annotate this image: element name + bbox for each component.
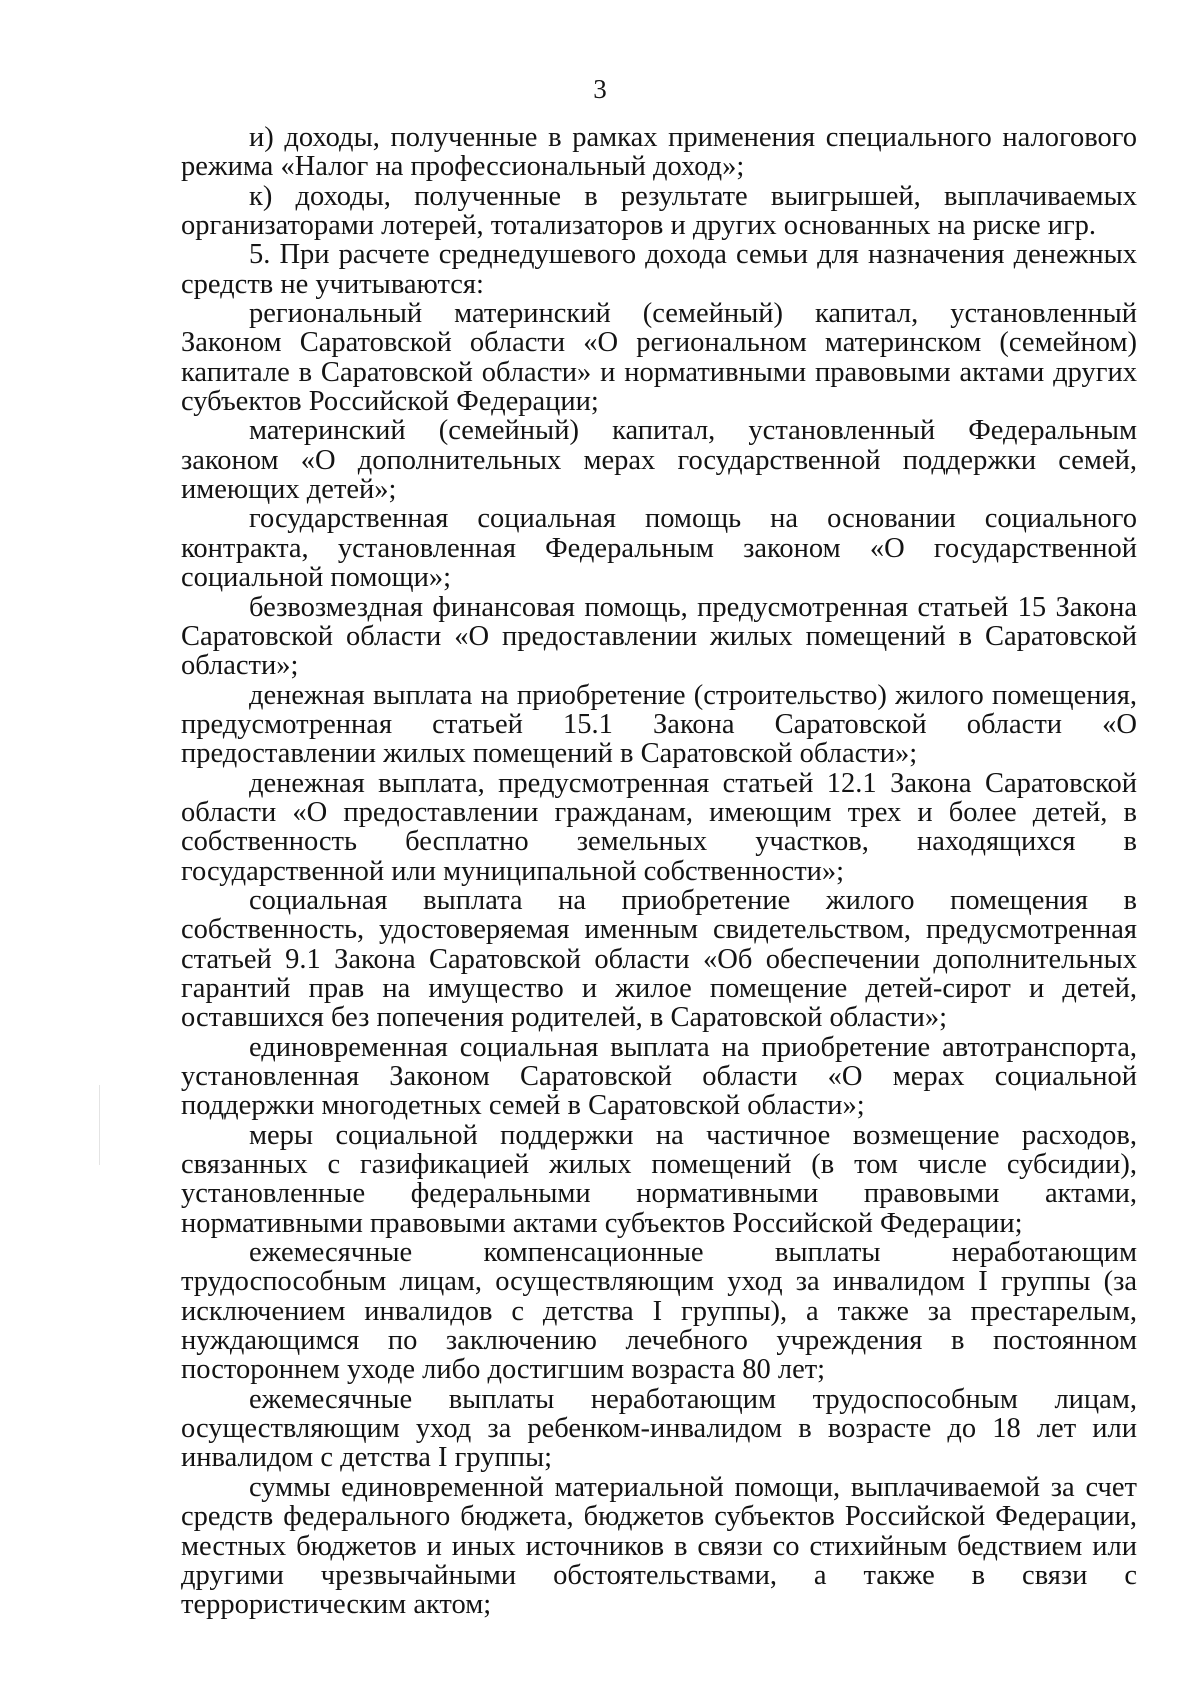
paragraph-item-i: и) доходы, полученные в рамках применения специального налогового режима «Налог на профессиональный доход»; xyxy=(181,122,1137,183)
paragraph-regional-maternity-capital: региональный материнский (семейный) капитал, установленный Законом Саратовской области «О региональном материнском (семейном) капитале в Саратовской области» и нормативными правовыми актами других субъектов Российской Федерации; xyxy=(181,298,1137,418)
scan-artifact-line xyxy=(99,1085,100,1165)
paragraph-maternity-capital: материнский (семейный) капитал, установленный Федеральным законом «О дополнительных мерах государственной поддержки семей, имеющих детей»; xyxy=(181,415,1137,506)
paragraph-emergency-aid: суммы единовременной материальной помощи, выплачиваемой за счет средств федерального бюджета, бюджетов субъектов Российской Федерации, местных бюджетов и иных источников в связи со стихийным бедствием или другими чрезвычайными обстоятельствами, а также в связи с террористическим актом; xyxy=(181,1471,1137,1621)
paragraph-vehicle-payment: единовременная социальная выплата на приобретение автотранспорта, установленная Законом Саратовской области «О мерах социальной поддержки многодетных семей в Саратовской области»; xyxy=(181,1031,1137,1122)
paragraph-section-5: 5. При расчете среднедушевого дохода семьи для назначения денежных средств не учитываются: xyxy=(181,239,1137,300)
page-number: 3 xyxy=(593,74,607,104)
paragraph-financial-aid: безвозмездная финансовая помощь, предусмотренная статьей 15 Закона Саратовской области «О предоставлении жилых помещений в Саратовской области»; xyxy=(181,591,1137,682)
paragraph-item-k: к) доходы, полученные в результате выигрышей, выплачиваемых организаторами лотерей, тотализаторов и других основанных на риске игр. xyxy=(181,180,1137,242)
paragraph-child-care-payment: ежемесячные выплаты неработающим трудоспособным лицам, осуществляющим уход за ребенком-инвалидом в возрасте до 18 лет или инвалидом с детства I группы; xyxy=(181,1383,1137,1474)
paragraph-orphan-housing-payment: социальная выплата на приобретение жилого помещения в собственность, удостоверяемая именным свидетельством, предусмотренная статьей 9.1 Закона Саратовской области «Об обеспечении дополнительных гарантий прав на имущество и жилое помещение детей-сирот и детей, оставшихся без попечения родителей, в Саратовской области»; xyxy=(181,884,1137,1034)
paragraph-housing-payment: денежная выплата на приобретение (строительство) жилого помещения, предусмотренная статьей 15.1 Закона Саратовской области «О предоставлении жилых помещений в Саратовской области»; xyxy=(181,679,1137,770)
paragraph-gasification-support: меры социальной поддержки на частичное возмещение расходов, связанных с газификацией жилых помещений (в том числе субсидии), установленные федеральными нормативными правовыми актами, нормативными правовыми актами субъектов Российской Федерации; xyxy=(181,1119,1137,1239)
paragraph-social-contract-aid: государственная социальная помощь на основании социального контракта, установленная Федеральным законом «О государственной социальной помощи»; xyxy=(181,503,1137,594)
paragraph-care-compensation: ежемесячные компенсационные выплаты неработающим трудоспособным лицам, осуществляющим уход за инвалидом I группы (за исключением инвалидов с детства I группы), а также за престарелым, нуждающимся по заключению лечебного учреждения в постоянном постороннем уходе либо достигшим возраста 80 лет; xyxy=(181,1237,1137,1386)
paragraph-land-plot-payment: денежная выплата, предусмотренная статьей 12.1 Закона Саратовской области «О предоставлении гражданам, имеющим трех и более детей, в собственность бесплатно земельных участков, находящихся в государственной или муниципальной собственности»; xyxy=(181,767,1137,887)
document-body xyxy=(181,123,1137,1620)
